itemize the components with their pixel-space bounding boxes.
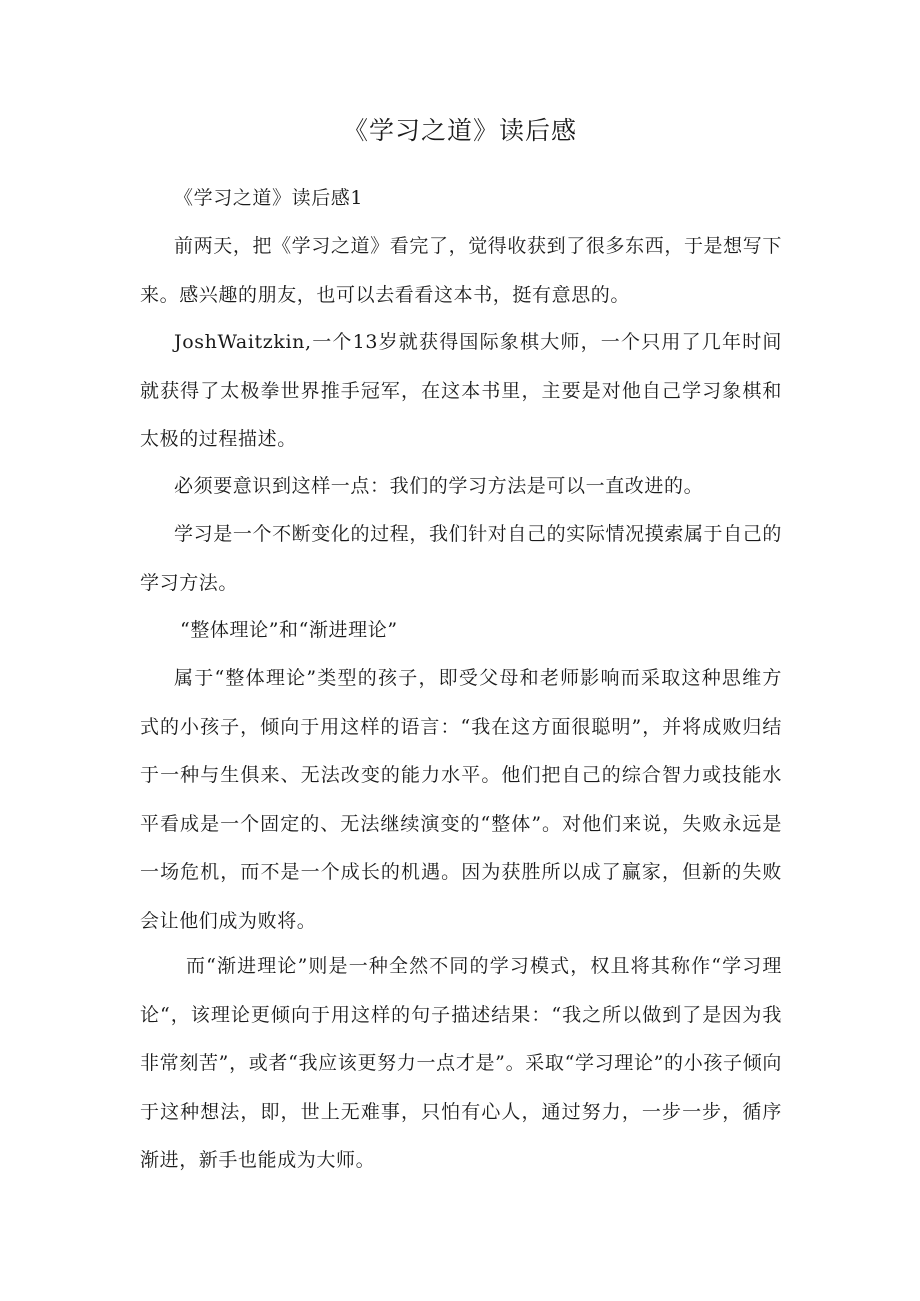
section-heading: 《学习之道》读后感1 — [174, 187, 364, 209]
paragraph-5-heading: “整体理论”和“渐进理论” — [180, 619, 398, 641]
paragraph-7: 而“渐进理论”则是一种全然不同的学习模式，权且将其称作“学习理论“，该理论更倾向于用这样的句子描述结果：“我之所以做到了是因为我非常刻苦”，或者“我应该更努力一点才是”。采取“学习理论”的小孩子倾向于这种想法，即，世上无难事，只怕有心人，通过努力，一步一步，循序渐进，新手也能成为大师。 — [140, 955, 782, 1172]
document-title: 《学习之道》读后感 — [342, 116, 577, 145]
paragraph-3: 必须要意识到这样一点：我们的学习方法是可以一直改进的。 — [174, 475, 704, 497]
paragraph-1: 前两天，把《学习之道》看完了，觉得收获到了很多东西，于是想写下来。感兴趣的朋友，也可以去看看这本书，挺有意思的。 — [140, 235, 782, 306]
paragraph-4: 学习是一个不断变化的过程，我们针对自己的实际情况摸索属于自己的学习方法。 — [140, 523, 782, 594]
paragraph-6: 属于“整体理论”类型的孩子，即受父母和老师影响而采取这种思维方式的小孩子，倾向于用这样的语言：“我在这方面很聪明”，并将成败归结于一种与生俱来、无法改变的能力水平。他们把自己的综合智力或技能水平看成是一个固定的、无法继续演变的“整体”。对他们来说，失败永远是一场危机，而不是一个成长的机遇。因为获胜所以成了赢家，但新的失败会让他们成为败将。 — [140, 667, 782, 932]
paragraph-2: JoshWaitzkin,一个13岁就获得国际象棋大师，一个只用了几年时间就获得了太极拳世界推手冠军，在这本书里，主要是对他自己学习象棋和太极的过程描述。 — [140, 331, 782, 451]
